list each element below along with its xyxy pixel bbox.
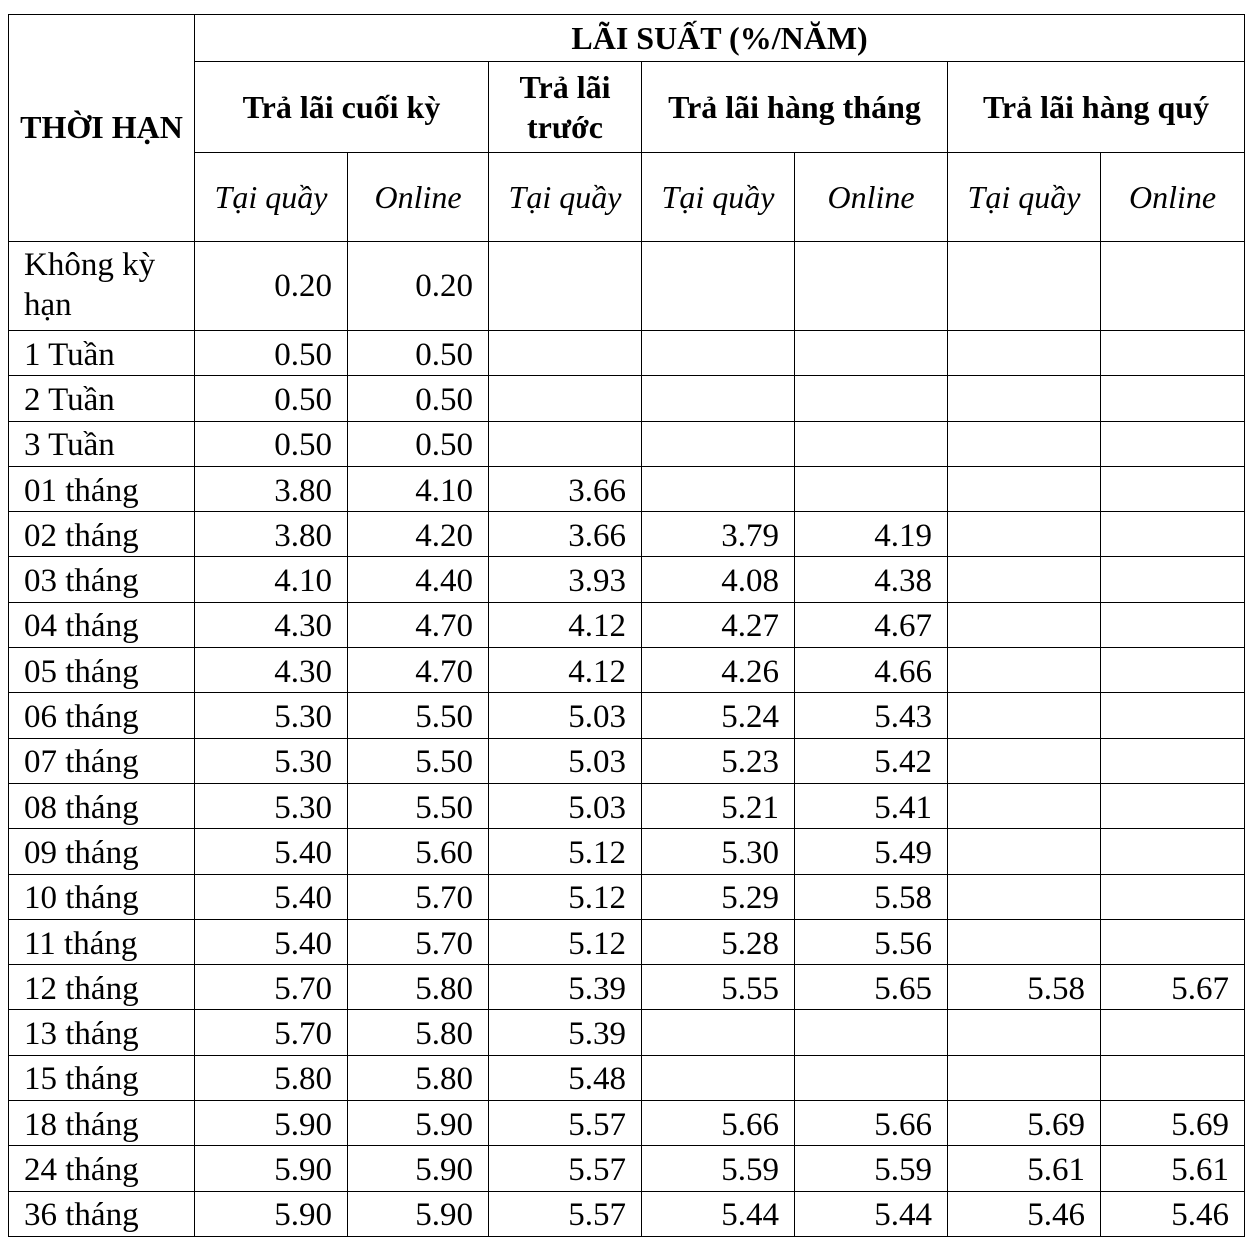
rate-cell	[1101, 919, 1245, 964]
rate-cell	[1101, 512, 1245, 557]
rate-cell: 5.57	[489, 1146, 642, 1191]
rate-cell	[948, 421, 1101, 466]
term-cell: 05 tháng	[9, 648, 195, 693]
term-cell: 1 Tuần	[9, 331, 195, 376]
rate-cell: 5.70	[348, 874, 489, 919]
rate-cell: 5.40	[195, 874, 348, 919]
rate-cell: 3.93	[489, 557, 642, 602]
term-cell: 15 tháng	[9, 1055, 195, 1100]
rate-cell	[1101, 331, 1245, 376]
rate-cell: 3.79	[642, 512, 795, 557]
rate-cell: 5.03	[489, 783, 642, 828]
term-cell: 07 tháng	[9, 738, 195, 783]
rate-cell: 5.39	[489, 965, 642, 1010]
rate-cell: 0.50	[195, 421, 348, 466]
rate-cell: 5.30	[195, 738, 348, 783]
rate-cell: 3.66	[489, 466, 642, 511]
rate-cell: 4.20	[348, 512, 489, 557]
rate-cell: 5.12	[489, 874, 642, 919]
group-prepaid	[489, 62, 642, 153]
term-cell: 10 tháng	[9, 874, 195, 919]
rate-cell: 3.80	[195, 466, 348, 511]
rate-cell	[795, 242, 948, 331]
interest-rate-table	[8, 14, 1245, 1237]
rate-cell: 5.66	[795, 1101, 948, 1146]
rate-cell	[948, 1010, 1101, 1055]
rate-cell: 5.80	[348, 965, 489, 1010]
rate-cell: 5.03	[489, 738, 642, 783]
rate-cell: 5.70	[348, 919, 489, 964]
rate-cell: 5.43	[795, 693, 948, 738]
table-row	[9, 421, 1245, 466]
rate-cell: 5.80	[348, 1010, 489, 1055]
rate-cell: 0.20	[348, 242, 489, 331]
group-end-of-term: Trả lãi cuối kỳ	[195, 62, 489, 153]
rate-cell	[1101, 783, 1245, 828]
rate-cell: 5.44	[642, 1191, 795, 1236]
rate-cell: 5.90	[195, 1146, 348, 1191]
rate-cell: 5.50	[348, 738, 489, 783]
rate-cell: 5.58	[948, 965, 1101, 1010]
term-cell: 13 tháng	[9, 1010, 195, 1055]
rate-cell: 5.12	[489, 829, 642, 874]
rate-cell: 5.03	[489, 693, 642, 738]
rate-cell: 5.90	[195, 1101, 348, 1146]
table-row	[9, 829, 1245, 874]
rate-cell: 5.70	[195, 965, 348, 1010]
term-cell: 08 tháng	[9, 783, 195, 828]
rate-cell	[1101, 648, 1245, 693]
rate-cell	[642, 466, 795, 511]
table-row	[9, 331, 1245, 376]
term-cell: 12 tháng	[9, 965, 195, 1010]
rate-cell: 5.66	[642, 1101, 795, 1146]
table-row	[9, 512, 1245, 557]
rate-cell	[948, 376, 1101, 421]
rate-cell	[795, 331, 948, 376]
rate-cell	[948, 783, 1101, 828]
rate-cell: 0.50	[195, 331, 348, 376]
sub-counter: Tại quầy	[642, 153, 795, 242]
rate-cell: 5.29	[642, 874, 795, 919]
table-row	[9, 1101, 1245, 1146]
rate-cell: 5.58	[795, 874, 948, 919]
rate-cell	[948, 829, 1101, 874]
rate-cell	[948, 1055, 1101, 1100]
rate-cell: 5.30	[195, 693, 348, 738]
table-row	[9, 1146, 1245, 1191]
rate-cell: 5.57	[489, 1191, 642, 1236]
table-row	[9, 738, 1245, 783]
rate-cell	[795, 376, 948, 421]
table-row	[9, 1191, 1245, 1236]
rate-cell	[642, 242, 795, 331]
rate-cell	[948, 874, 1101, 919]
rate-cell: 5.90	[195, 1191, 348, 1236]
rate-cell: 4.10	[348, 466, 489, 511]
rate-cell: 5.90	[348, 1146, 489, 1191]
term-cell: 03 tháng	[9, 557, 195, 602]
term-column-header: THỜI HẠN	[9, 15, 195, 242]
rate-cell: 5.46	[1101, 1191, 1245, 1236]
rate-cell	[1101, 1010, 1245, 1055]
rate-cell: 5.49	[795, 829, 948, 874]
term-cell: 3 Tuần	[9, 421, 195, 466]
rate-cell: 4.30	[195, 648, 348, 693]
rate-cell: 4.66	[795, 648, 948, 693]
rate-cell: 5.30	[195, 783, 348, 828]
table-row	[9, 919, 1245, 964]
rate-cell: 5.70	[195, 1010, 348, 1055]
rate-cell	[1101, 602, 1245, 647]
rate-cell	[795, 421, 948, 466]
rate-cell: 0.50	[348, 421, 489, 466]
term-cell: 09 tháng	[9, 829, 195, 874]
rate-cell: 5.69	[948, 1101, 1101, 1146]
rate-cell	[1101, 242, 1245, 331]
rate-cell: 4.30	[195, 602, 348, 647]
sub-counter: Tại quầy	[195, 153, 348, 242]
rate-cell	[948, 602, 1101, 647]
rate-cell: 5.41	[795, 783, 948, 828]
rate-cell	[1101, 557, 1245, 602]
rate-cell: 4.27	[642, 602, 795, 647]
rate-cell: 5.48	[489, 1055, 642, 1100]
table-row	[9, 376, 1245, 421]
sub-online: Online	[795, 153, 948, 242]
rate-cell: 5.61	[948, 1146, 1101, 1191]
term-cell: 11 tháng	[9, 919, 195, 964]
rate-cell: 4.08	[642, 557, 795, 602]
rate-cell: 0.50	[348, 376, 489, 421]
rate-cell	[1101, 738, 1245, 783]
rate-cell	[642, 331, 795, 376]
rate-cell: 4.26	[642, 648, 795, 693]
table-row	[9, 1055, 1245, 1100]
rate-cell	[489, 242, 642, 331]
rate-cell	[642, 1010, 795, 1055]
rate-cell: 5.42	[795, 738, 948, 783]
rate-cell: 5.59	[642, 1146, 795, 1191]
rate-cell	[795, 1055, 948, 1100]
rate-cell: 5.67	[1101, 965, 1245, 1010]
interest-rate-title: LÃI SUẤT (%/NĂM)	[195, 15, 1245, 62]
rate-cell: 5.39	[489, 1010, 642, 1055]
rate-cell	[948, 242, 1101, 331]
table-row	[9, 242, 1245, 331]
rate-cell: 5.50	[348, 693, 489, 738]
group-prepaid-label: Trả lãi trước	[519, 69, 611, 145]
rate-cell: 5.59	[795, 1146, 948, 1191]
table-row	[9, 648, 1245, 693]
rate-cell: 5.21	[642, 783, 795, 828]
sub-online: Online	[348, 153, 489, 242]
rate-cell: 4.38	[795, 557, 948, 602]
rate-cell: 3.66	[489, 512, 642, 557]
term-cell: 24 tháng	[9, 1146, 195, 1191]
group-quarterly: Trả lãi hàng quý	[948, 62, 1245, 153]
rate-cell	[948, 512, 1101, 557]
sub-counter: Tại quầy	[489, 153, 642, 242]
rate-cell	[1101, 874, 1245, 919]
group-monthly: Trả lãi hàng tháng	[642, 62, 948, 153]
rate-cell: 5.24	[642, 693, 795, 738]
rate-cell: 5.69	[1101, 1101, 1245, 1146]
term-cell: Không kỳ hạn	[9, 242, 195, 331]
rate-cell	[795, 466, 948, 511]
term-cell: 01 tháng	[9, 466, 195, 511]
rate-cell: 5.60	[348, 829, 489, 874]
table-row	[9, 466, 1245, 511]
rate-cell: 4.19	[795, 512, 948, 557]
rate-cell: 4.12	[489, 648, 642, 693]
rate-cell: 5.61	[1101, 1146, 1245, 1191]
table-row	[9, 557, 1245, 602]
rate-cell: 5.28	[642, 919, 795, 964]
rate-cell: 5.80	[348, 1055, 489, 1100]
rate-cell	[948, 919, 1101, 964]
rate-cell: 5.57	[489, 1101, 642, 1146]
term-cell: 18 tháng	[9, 1101, 195, 1146]
rate-cell: 4.12	[489, 602, 642, 647]
rate-cell: 5.55	[642, 965, 795, 1010]
rate-cell: 5.40	[195, 829, 348, 874]
rate-cell	[795, 1010, 948, 1055]
rate-cell: 5.12	[489, 919, 642, 964]
rate-cell: 0.20	[195, 242, 348, 331]
rate-cell	[1101, 1055, 1245, 1100]
term-cell: 06 tháng	[9, 693, 195, 738]
rate-cell: 5.80	[195, 1055, 348, 1100]
sub-counter: Tại quầy	[948, 153, 1101, 242]
rate-cell: 5.56	[795, 919, 948, 964]
rate-cell	[948, 738, 1101, 783]
term-cell: 02 tháng	[9, 512, 195, 557]
rate-cell: 4.70	[348, 602, 489, 647]
sub-online: Online	[1101, 153, 1245, 242]
rate-cell	[948, 466, 1101, 511]
rate-cell	[1101, 693, 1245, 738]
rate-cell	[642, 421, 795, 466]
rate-cell: 4.10	[195, 557, 348, 602]
rate-cell	[642, 376, 795, 421]
rate-cell: 5.44	[795, 1191, 948, 1236]
rate-table-body	[9, 242, 1245, 1237]
rate-cell: 0.50	[348, 331, 489, 376]
rate-cell: 5.90	[348, 1191, 489, 1236]
rate-cell: 5.46	[948, 1191, 1101, 1236]
term-cell: 04 tháng	[9, 602, 195, 647]
rate-cell: 5.50	[348, 783, 489, 828]
rate-cell: 4.67	[795, 602, 948, 647]
table-row	[9, 1010, 1245, 1055]
rate-cell: 5.30	[642, 829, 795, 874]
rate-cell: 5.23	[642, 738, 795, 783]
table-row	[9, 602, 1245, 647]
rate-cell: 4.70	[348, 648, 489, 693]
rate-cell	[948, 331, 1101, 376]
rate-cell: 5.90	[348, 1101, 489, 1146]
table-row	[9, 965, 1245, 1010]
rate-cell: 5.40	[195, 919, 348, 964]
rate-cell: 0.50	[195, 376, 348, 421]
rate-cell	[948, 693, 1101, 738]
rate-cell: 5.65	[795, 965, 948, 1010]
rate-cell	[948, 648, 1101, 693]
rate-cell	[489, 331, 642, 376]
table-row	[9, 693, 1245, 738]
rate-cell	[1101, 829, 1245, 874]
rate-cell	[1101, 466, 1245, 511]
rate-cell	[489, 376, 642, 421]
rate-cell: 3.80	[195, 512, 348, 557]
rate-cell	[489, 421, 642, 466]
table-row	[9, 783, 1245, 828]
table-row	[9, 874, 1245, 919]
rate-cell	[1101, 421, 1245, 466]
rate-cell	[1101, 376, 1245, 421]
rate-cell: 4.40	[348, 557, 489, 602]
term-cell: 2 Tuần	[9, 376, 195, 421]
rate-cell	[642, 1055, 795, 1100]
term-cell: 36 tháng	[9, 1191, 195, 1236]
rate-cell	[948, 557, 1101, 602]
